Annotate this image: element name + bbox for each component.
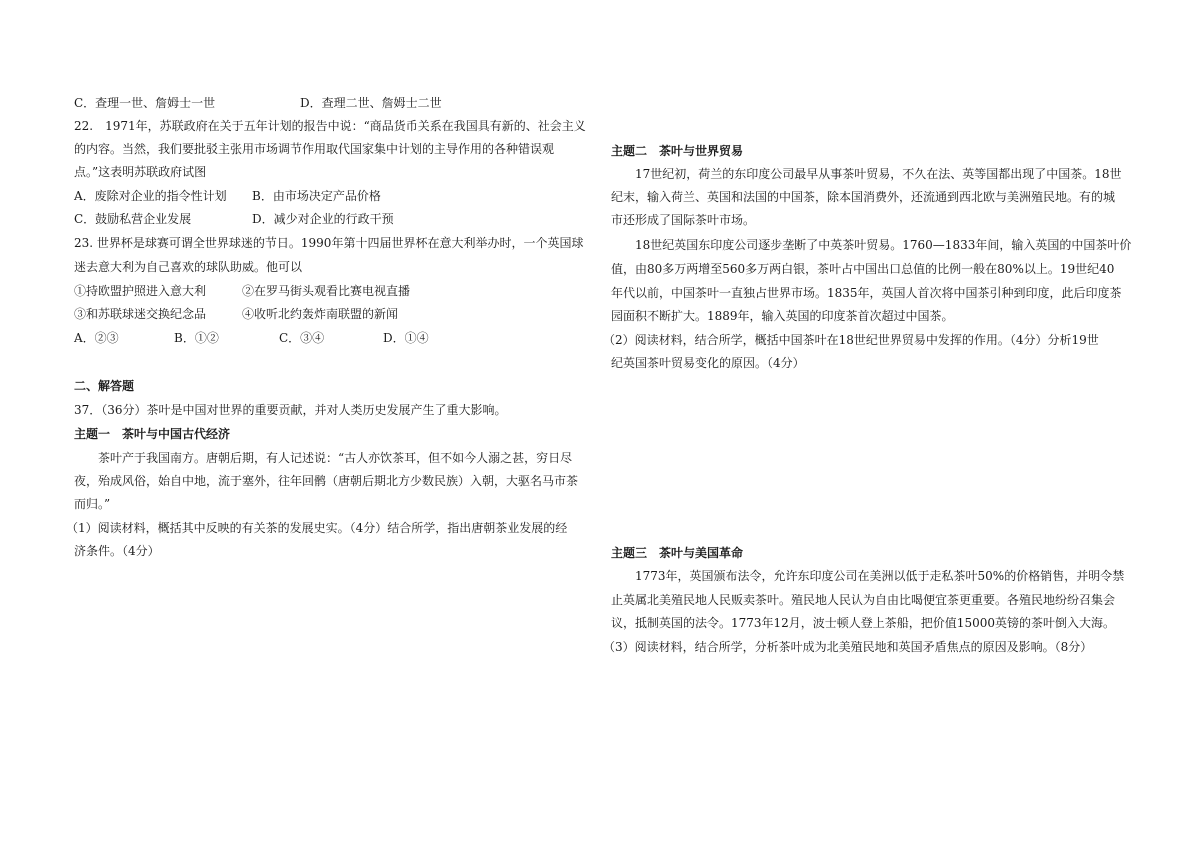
q23-option-a: A．②③ [74,331,119,345]
q23-option-d: D．①④ [383,331,429,345]
q22-stem-line3: 点。”这表明苏联政府试图 [74,165,207,179]
q23-option-c: C．③④ [279,331,325,345]
q23-option-b: B．①② [174,331,219,345]
q23-stem-line1: 23. 世界杯是球赛可谓全世界球迷的节日。1990年第十四届世界杯在意大利举办时，一个英国球 [74,236,584,250]
theme2-p2-line1: 18世纪英国东印度公司逐步垄断了中英茶叶贸易。1760—1833年间，输入英国的中国茶叶价 [635,238,1132,252]
theme2-p1-line3: 市还形成了国际茶叶市场。 [611,213,756,227]
q23-stem-line2: 迷去意大利为自己喜欢的球队助威。他可以 [74,260,303,274]
theme3-title: 主题三 茶叶与美国革命 [611,546,744,560]
theme3-question: （3）阅读材料，结合所学，分析茶叶成为北美殖民地和英国矛盾焦点的原因及影响。（8分） [603,640,1093,654]
q22-stem-line1: 22. 1971年，苏联政府在关于五年计划的报告中说：“商品货币关系在我国具有新的、社会主义 [74,119,586,133]
q23-item-3: ③和苏联球迷交换纪念品 [74,307,207,321]
theme2-question-line1: （2）阅读材料，结合所学，概括中国茶叶在18世纪世界贸易中发挥的作用。（4分）分析19世 [603,333,1099,347]
q22-option-c: C．鼓励私营企业发展 [74,212,192,226]
q22-option-d: D．减少对企业的行政干预 [252,212,394,226]
section-heading: 二、解答题 [74,379,135,393]
q37-intro: 37．（36分）茶叶是中国对世界的重要贡献，并对人类历史发展产生了重大影响。 [74,403,507,417]
theme2-p1-line2: 纪末，输入荷兰、英国和法国的中国茶，除本国消费外，还流通到西北欧与美洲殖民地。有的城 [611,190,1116,204]
theme1-question-line1: （1）阅读材料，概括其中反映的有关茶的发展史实。（4分）结合所学，指出唐朝茶业发展的经 [66,521,568,535]
theme1-title: 主题一 茶叶与中国古代经济 [74,427,231,441]
theme2-p1-line1: 17世纪初，荷兰的东印度公司最早从事茶叶贸易，不久在法、英等国都出现了中国茶。18世 [635,167,1122,181]
q22-option-a: A．废除对企业的指令性计划 [74,189,227,203]
theme3-p1-line1: 1773年，英国颁布法令，允许东印度公司在美洲以低于走私茶叶50%的价格销售，并明令禁 [635,569,1125,583]
theme1-material-line1: 茶叶产于我国南方。唐朝后期，有人记述说：“古人亦饮茶耳，但不如今人溺之甚，穷日尽 [98,451,573,465]
theme1-question-line2: 济条件。（4分） [74,544,160,558]
theme3-p1-line2: 止英属北美殖民地人民贩卖茶叶。殖民地人民认为自由比喝便宜茶更重要。各殖民地纷纷召集会 [611,593,1116,607]
theme3-p1-line3: 议，抵制英国的法令。1773年12月，波士顿人登上茶船，把价值15000英镑的茶叶倒入大海。 [611,616,1115,630]
theme1-material-line2: 夜，殆成风俗，始自中地，流于塞外，往年回鹘（唐朝后期北方少数民族）入朝，大驱名马市茶 [74,474,579,488]
theme2-p2-line2: 值，由80多万两增至560多万两白银，茶叶占中国出口总值的比例一般在80%以上。19世纪40 [611,262,1115,276]
theme1-material-line3: 而归。” [74,497,111,511]
q21-option-d: D．查理二世、詹姆士二世 [300,96,442,110]
q21-option-c: C．查理一世、詹姆士一世 [74,96,216,110]
q22-stem-line2: 的内容。当然，我们要批驳主张用市场调节作用取代国家集中计划的主导作用的各种错误观 [74,142,555,156]
theme2-title: 主题二 茶叶与世界贸易 [611,144,744,158]
q22-option-b: B．由市场决定产品价格 [252,189,381,203]
q23-item-4: ④收听北约轰炸南联盟的新闻 [242,307,399,321]
q23-item-1: ①持欧盟护照进入意大利 [74,284,207,298]
theme2-p2-line4: 园面积不断扩大。1889年，输入英国的印度茶首次超过中国茶。 [611,309,954,323]
theme2-p2-line3: 年代以前，中国茶叶一直独占世界市场。1835年，英国人首次将中国茶引种到印度，此后印度茶 [611,286,1122,300]
theme2-question-line2: 纪英国茶叶贸易变化的原因。（4分） [611,356,805,370]
q23-item-2: ②在罗马街头观看比赛电视直播 [242,284,411,298]
